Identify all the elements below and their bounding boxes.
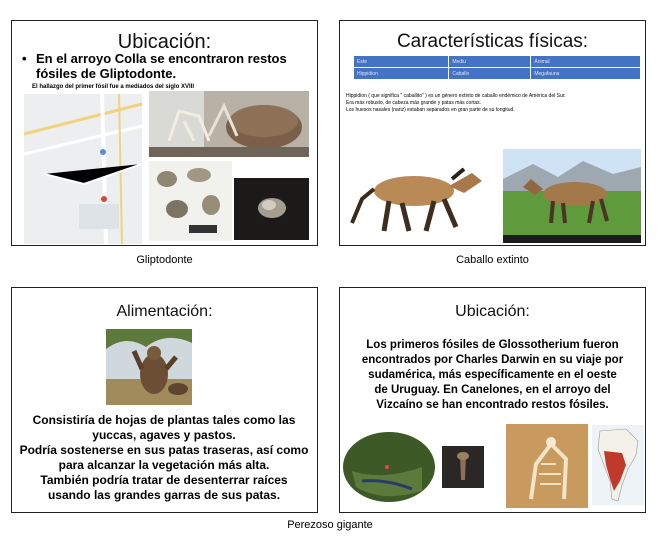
location-text: Los primeros fósiles de Glossotherium fueron encontrados por Charles Darwin en su viaje por sudamérica, más específicamente en el oeste de Uruguay. En Canelones, en el arroyo del Vizcaíno se han encontrado restos fósiles. (361, 339, 624, 411)
horse-landscape-image (503, 149, 641, 243)
table-cell: Megafauna (531, 68, 641, 80)
fossil-bone-image (442, 446, 484, 488)
map-image (24, 94, 142, 244)
caption-gliptodonte: Gliptodonte (136, 254, 193, 266)
table-cell: Ánimal (531, 56, 641, 68)
table-cell: Hippidion (354, 68, 449, 80)
south-america-map-image (592, 425, 644, 505)
bone-fragments-image (149, 161, 232, 241)
slide-ubicacion-perezoso (339, 287, 646, 513)
table-row (354, 68, 641, 80)
table-cell: Caballo (449, 68, 531, 80)
description-text: Hippidion ( que significa " caballito" ) es un género extinto de caballo endémico de América del Sur. Era más robusto, de cabeza más grande y patas más cortas. Los huesos nasales (nariz) estaban separados en gran parte de su longitud. (346, 93, 566, 113)
slide-title: Alimentación: (116, 303, 213, 320)
caption-caballo: Caballo extinto (456, 254, 529, 266)
table-cell: Este (354, 56, 449, 68)
slide-title: Ubicación: (455, 303, 530, 320)
caption-perezoso: Perezoso gigante (287, 519, 373, 531)
bullet-text: • En el arroyo Colla se encontraron restos fósiles de Gliptodonte. (22, 51, 287, 81)
slide-title: Ubicación: (117, 31, 212, 53)
sloth-skeleton-image (506, 424, 588, 508)
slide-title: Características físicas: (396, 31, 589, 52)
bullet-dot: • (22, 51, 27, 66)
subtext: El hallazgo del primer fósil fue a mediados del siglo XVIII (32, 84, 195, 90)
diet-text: Consistiría de hojas de plantas tales como las yuccas, agaves y pastos. Podría sostenerse en sus patas traseras, así como para alcanzar la vegetación más alta. También podría tratar de desenterrar raíces usando las grandes garras de sus patas. (19, 413, 309, 502)
skeleton-museum-image (149, 91, 309, 157)
slide-caballo (339, 20, 646, 246)
satellite-map-image (342, 431, 436, 503)
classification-table (353, 55, 641, 80)
table-cell: Mediu (449, 56, 531, 68)
slide-gliptodonte (11, 20, 318, 246)
slide-alimentacion (11, 287, 318, 513)
fossil-dark-image (234, 178, 309, 240)
giant-sloth-illustration (106, 329, 192, 405)
table-row (354, 56, 641, 68)
horse-drawing-image (344, 161, 489, 237)
